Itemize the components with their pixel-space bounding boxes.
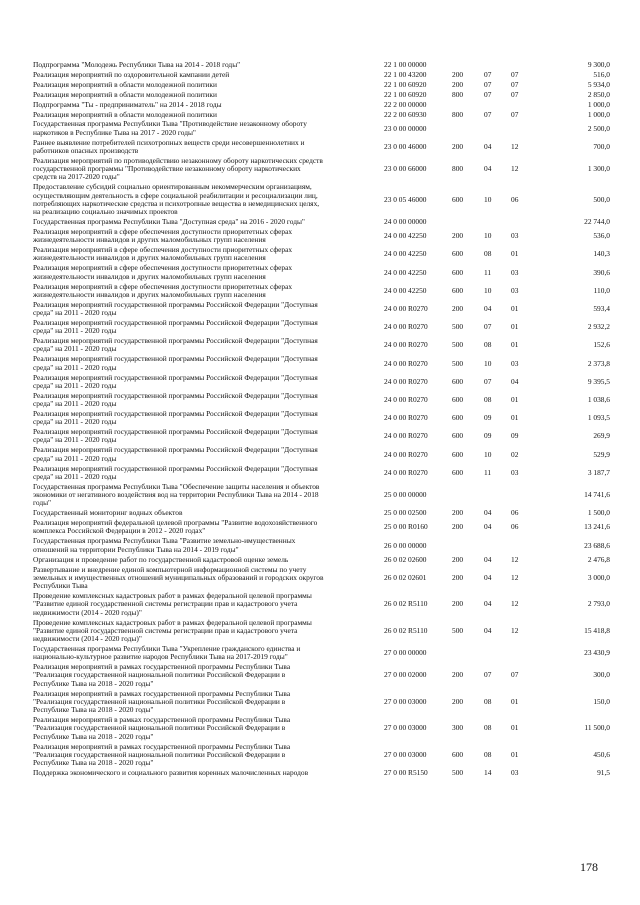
target-article-code: 25 0 00 R0160 (384, 522, 428, 532)
expense-type-code: 200 (452, 231, 464, 241)
budget-item-name: Реализация мероприятий в области молодежной политики (33, 109, 217, 119)
subsection-code: 04 (511, 376, 519, 386)
table-row (0, 769, 640, 777)
expense-type-code: 200 (452, 69, 464, 79)
table-row (0, 264, 640, 281)
amount: 536,0 (593, 231, 610, 241)
subsection-code: 07 (511, 69, 519, 79)
table-row (0, 392, 640, 409)
target-article-code: 24 0 00 42250 (384, 285, 427, 295)
target-article-code: 23 0 00 66000 (384, 164, 427, 174)
target-article-code: 24 0 00 R0270 (384, 449, 428, 459)
budget-item-name: Государственная программа Республики Тыва "Обеспечение защиты населения и объектов экономики от негативного воздействия вод на территории Республики Тыва на 2014 - 2018 годы" (33, 481, 320, 508)
target-article-code: 24 0 00 R0270 (384, 322, 428, 332)
amount: 593,4 (593, 303, 610, 313)
subsection-code: 03 (511, 285, 519, 295)
target-article-code: 24 0 00 R0270 (384, 431, 428, 441)
target-article-code: 24 0 00 00000 (384, 217, 427, 227)
target-article-code: 27 0 00 03000 (384, 696, 427, 706)
table-row (0, 619, 640, 644)
budget-item-name: Государственная программа Республики Тыва "Доступная среда" на 2016 - 2020 годы" (33, 217, 305, 227)
section-code: 07 (484, 79, 492, 89)
expense-type-code: 600 (452, 449, 464, 459)
amount: 150,0 (593, 696, 610, 706)
table-row (0, 319, 640, 336)
expense-type-code: 200 (452, 79, 464, 89)
target-article-code: 26 0 00 00000 (384, 540, 427, 550)
section-code: 11 (484, 467, 492, 477)
amount: 1 000,0 (587, 99, 610, 109)
subsection-code: 07 (511, 670, 519, 680)
budget-item-name: Организация и проведение работ по государственной кадастровой оценке земель (33, 554, 289, 564)
subsection-code: 07 (511, 89, 519, 99)
subsection-code: 07 (511, 109, 519, 119)
budget-item-name: Реализация мероприятий в сфере обеспечения доступности приоритетных сферах жизнедеятельности инвалидов и других маломобильных групп населения (33, 245, 293, 263)
expense-type-code: 600 (452, 194, 464, 204)
expense-type-code: 800 (452, 89, 464, 99)
subsection-code: 06 (511, 194, 519, 204)
target-article-code: 26 0 02 R5110 (384, 625, 428, 635)
subsection-code: 03 (511, 267, 519, 277)
expense-type-code: 600 (452, 285, 464, 295)
target-article-code: 27 0 00 03000 (384, 749, 427, 759)
subsection-code: 03 (511, 467, 519, 477)
section-code: 07 (484, 109, 492, 119)
table-row (0, 337, 640, 354)
budget-item-name: Реализация мероприятий государственной программы Российской Федерации "Доступная среда" на 2011 - 2020 годы (33, 409, 318, 427)
table-row (0, 566, 640, 591)
section-code: 04 (484, 554, 492, 564)
section-code: 11 (484, 267, 492, 277)
amount: 1 000,0 (587, 109, 610, 119)
target-article-code: 22 2 00 60930 (384, 109, 427, 119)
expense-type-code: 300 (452, 723, 464, 733)
subsection-code: 12 (511, 164, 519, 174)
expense-type-code: 200 (452, 141, 464, 151)
budget-item-name: Реализация мероприятий в рамках государственной программы Республики Тыва "Реализация государственной национальной политики Российской Федерации в Республике Тыва на 2018 - 2020 годы" (33, 662, 291, 688)
budget-item-name: Реализация мероприятий в сфере обеспечения доступности приоритетных сферах жизнедеятельности инвалидов и других маломобильных групп населения (33, 281, 293, 299)
section-code: 08 (484, 394, 492, 404)
target-article-code: 26 0 02 02601 (384, 572, 427, 582)
target-article-code: 24 0 00 42250 (384, 231, 427, 241)
table-row (0, 716, 640, 741)
amount: 2 373,8 (587, 358, 610, 368)
target-article-code: 24 0 00 R0270 (384, 340, 428, 350)
table-row (0, 410, 640, 427)
section-code: 04 (484, 572, 492, 582)
subsection-code: 03 (511, 768, 519, 778)
subsection-code: 03 (511, 231, 519, 241)
subsection-code: 01 (511, 696, 519, 706)
table-row (0, 301, 640, 318)
subsection-code: 09 (511, 431, 519, 441)
amount: 110,0 (593, 285, 610, 295)
section-code: 09 (484, 413, 492, 423)
target-article-code: 22 2 00 00000 (384, 99, 427, 109)
budget-item-name: Реализация мероприятий государственной программы Российской Федерации "Доступная среда" на 2011 - 2020 годы (33, 463, 318, 481)
expense-type-code: 200 (452, 508, 464, 518)
target-article-code: 22 1 00 60920 (384, 89, 427, 99)
subsection-code: 01 (511, 394, 519, 404)
budget-item-name: Реализация мероприятий по оздоровительной кампании детей (33, 69, 230, 79)
table-row (0, 374, 640, 391)
table-row (0, 446, 640, 463)
amount: 1 038,6 (587, 394, 610, 404)
amount: 500,0 (593, 194, 610, 204)
expense-type-code: 600 (452, 413, 464, 423)
table-row (0, 537, 640, 554)
subsection-code: 06 (511, 508, 519, 518)
subsection-code: 01 (511, 723, 519, 733)
expense-type-code: 600 (452, 431, 464, 441)
section-code: 07 (484, 89, 492, 99)
budget-item-name: Реализация мероприятий в рамках государственной программы Республики Тыва "Реализация государственной национальной политики Российской Федерации в Республике Тыва на 2018 - 2020 годы" (33, 741, 291, 768)
expense-type-code: 600 (452, 249, 464, 259)
section-code: 04 (484, 141, 492, 151)
amount: 152,6 (593, 340, 610, 350)
amount: 1 300,0 (587, 164, 610, 174)
target-article-code: 24 0 00 R0270 (384, 358, 428, 368)
target-article-code: 24 0 00 R0270 (384, 394, 428, 404)
amount: 700,0 (593, 141, 610, 151)
budget-item-name: Реализация мероприятий в области молодежной политики (33, 89, 217, 99)
table-row (0, 120, 640, 137)
budget-item-name: Реализация мероприятий государственной программы Российской Федерации "Доступная среда" на 2011 - 2020 годы (33, 354, 318, 372)
expense-type-code: 500 (452, 358, 464, 368)
amount: 1 093,5 (587, 413, 610, 423)
target-article-code: 26 0 02 02600 (384, 554, 427, 564)
section-code: 10 (484, 285, 492, 295)
expense-type-code: 600 (452, 749, 464, 759)
budget-item-name: Реализация мероприятий государственной программы Российской Федерации "Доступная среда" на 2011 - 2020 годы (33, 299, 318, 318)
budget-item-name: Реализация мероприятий государственной программы Российской Федерации "Доступная среда" на 2011 - 2020 годы (33, 445, 318, 463)
amount: 2 476,8 (587, 554, 610, 564)
table-row (0, 111, 640, 119)
expense-type-code: 200 (452, 303, 464, 313)
table-row (0, 157, 640, 182)
amount: 300,0 (593, 670, 610, 680)
section-code: 10 (484, 194, 492, 204)
section-code: 07 (484, 322, 492, 332)
budget-item-name: Реализация мероприятий федеральной целевой программы "Развитие водохозяйственного комплекса Российской Федерации в 2012 - 2020 годах" (33, 518, 318, 536)
expense-type-code: 600 (452, 394, 464, 404)
budget-item-name: Государственный мониторинг водных объектов (33, 508, 183, 518)
amount: 516,0 (593, 69, 610, 79)
subsection-code: 12 (511, 625, 519, 635)
table-row (0, 428, 640, 445)
target-article-code: 23 0 00 46000 (384, 141, 427, 151)
target-article-code: 25 0 00 02500 (384, 508, 427, 518)
subsection-code: 12 (511, 599, 519, 609)
section-code: 10 (484, 449, 492, 459)
amount: 2 850,0 (587, 89, 610, 99)
amount: 2 500,0 (587, 123, 610, 133)
expense-type-code: 200 (452, 599, 464, 609)
section-code: 04 (484, 599, 492, 609)
budget-item-name: Реализация мероприятий государственной программы Российской Федерации "Доступная среда" на 2011 - 2020 годы (33, 318, 318, 336)
amount: 529,9 (593, 449, 610, 459)
expense-type-code: 500 (452, 340, 464, 350)
budget-item-name: Государственная программа Республики Тыва "Развитие земельно-имущественных отношений на территории Республики Тыва на 2014 - 2019 годы" (33, 536, 296, 554)
budget-item-name: Предоставление субсидий социально ориентированным некоммерческим организациям, осуществляющим деятельность в сфере социальной реабилитации и ресоциализации лиц, потребляющих наркотические средства и психотропные вещества в немедицинских целях, на реализацию социально значимых проектов (33, 182, 320, 217)
target-article-code: 23 0 05 46000 (384, 194, 427, 204)
amount: 2 932,2 (587, 322, 610, 332)
expense-type-code: 200 (452, 696, 464, 706)
target-article-code: 22 1 00 43200 (384, 69, 427, 79)
target-article-code: 24 0 00 R0270 (384, 467, 428, 477)
table-row (0, 228, 640, 245)
target-article-code: 24 0 00 R0270 (384, 376, 428, 386)
budget-item-name: Проведение комплексных кадастровых работ в рамках федеральной целевой программы "Развитие единой государственной системы регистрации прав и кадастрового учета недвижимости (2014 - 2020 годы)" (33, 591, 312, 617)
table-row (0, 218, 640, 226)
target-article-code: 24 0 00 42250 (384, 249, 427, 259)
target-article-code: 24 0 00 R0270 (384, 303, 428, 313)
budget-item-name: Реализация мероприятий государственной программы Российской Федерации "Доступная среда" на 2011 - 2020 годы (33, 372, 318, 390)
amount: 450,6 (593, 749, 610, 759)
section-code: 10 (484, 231, 492, 241)
budget-item-name: Поддержка экономического и социального развития коренных малочисленных народов (33, 768, 309, 778)
section-code: 10 (484, 358, 492, 368)
table-row (0, 645, 640, 662)
target-article-code: 27 0 00 00000 (384, 648, 427, 658)
expense-type-code: 500 (452, 322, 464, 332)
amount: 9 395,5 (587, 376, 610, 386)
section-code: 04 (484, 508, 492, 518)
subsection-code: 01 (511, 340, 519, 350)
expense-type-code: 800 (452, 109, 464, 119)
subsection-code: 12 (511, 554, 519, 564)
section-code: 08 (484, 249, 492, 259)
budget-item-name: Раннее выявление потребителей психотропных веществ среди несовершеннолетних и работников опасных производств (33, 137, 305, 155)
amount: 13 241,6 (584, 522, 610, 532)
amount: 269,9 (593, 431, 610, 441)
table-row (0, 556, 640, 564)
subsection-code: 12 (511, 141, 519, 151)
expense-type-code: 200 (452, 522, 464, 532)
table-row (0, 91, 640, 99)
section-code: 07 (484, 376, 492, 386)
amount: 23 688,6 (584, 540, 610, 550)
table-row (0, 663, 640, 688)
budget-item-name: Реализация мероприятий в сфере обеспечения доступности приоритетных сферах жизнедеятельности инвалидов и других маломобильных групп населения (33, 263, 293, 281)
section-code: 08 (484, 696, 492, 706)
budget-item-name: Реализация мероприятий в рамках государственной программы Республики Тыва "Реализация государственной национальной политики Российской Федерации в Республике Тыва на 2018 - 2020 годы" (33, 688, 291, 715)
section-code: 14 (484, 768, 492, 778)
table-row (0, 483, 640, 508)
section-code: 04 (484, 164, 492, 174)
budget-item-name: Реализация мероприятий государственной программы Российской Федерации "Доступная среда" на 2011 - 2020 годы (33, 336, 318, 354)
expense-type-code: 600 (452, 467, 464, 477)
subsection-code: 01 (511, 303, 519, 313)
target-article-code: 23 0 00 00000 (384, 123, 427, 133)
budget-item-name: Реализация мероприятий в рамках государственной программы Республики Тыва "Реализация государственной национальной политики Российской Федерации в Республике Тыва на 2018 - 2020 годы" (33, 715, 291, 741)
amount: 140,3 (593, 249, 610, 259)
table-row (0, 71, 640, 79)
section-code: 04 (484, 303, 492, 313)
expense-type-code: 200 (452, 670, 464, 680)
table-row (0, 519, 640, 536)
budget-item-name: Государственная программа Республики Тыва "Противодействие незаконному обороту наркотиков в Республике Тыва на 2017 - 2020 годы" (33, 119, 307, 137)
table-row (0, 61, 640, 69)
target-article-code: 22 1 00 60920 (384, 79, 427, 89)
section-code: 08 (484, 340, 492, 350)
amount: 3 000,0 (587, 572, 610, 582)
subsection-code: 06 (511, 522, 519, 532)
amount: 2 793,0 (587, 599, 610, 609)
section-code: 07 (484, 670, 492, 680)
amount: 5 934,0 (587, 79, 610, 89)
table-row (0, 509, 640, 517)
budget-item-name: Подпрограмма "Молодежь Республики Тыва на 2014 - 2018 годы" (33, 60, 241, 69)
expense-type-code: 200 (452, 554, 464, 564)
section-code: 08 (484, 749, 492, 759)
subsection-code: 03 (511, 358, 519, 368)
expense-type-code: 200 (452, 572, 464, 582)
budget-item-name: Проведение комплексных кадастровых работ в рамках федеральной целевой программы "Развитие единой государственной системы регистрации прав и кадастрового учета недвижимости (2014 - 2020 годы)" (33, 617, 312, 644)
target-article-code: 24 0 00 42250 (384, 267, 427, 277)
table-row (0, 355, 640, 372)
table-row (0, 465, 640, 482)
target-article-code: 26 0 02 R5110 (384, 599, 428, 609)
budget-item-name: Подпрограмма "Ты - предприниматель" на 2014 - 2018 годы (33, 99, 222, 109)
amount: 3 187,7 (587, 467, 610, 477)
amount: 14 741,6 (584, 490, 610, 500)
amount: 1 500,0 (587, 508, 610, 518)
subsection-code: 01 (511, 413, 519, 423)
target-article-code: 27 0 00 R5150 (384, 768, 428, 778)
expense-type-code: 600 (452, 376, 464, 386)
budget-item-name: Государственная программа Республики Тыва "Укрепление гражданского единства и национально-культурное развитие народов Республики Тыва на 2017-2019 годы" (33, 644, 301, 662)
budget-item-name: Реализация мероприятий в области молодежной политики (33, 79, 217, 89)
subsection-code: 01 (511, 249, 519, 259)
section-code: 08 (484, 723, 492, 733)
amount: 22 744,0 (584, 217, 610, 227)
budget-item-name: Реализация мероприятий государственной программы Российской Федерации "Доступная среда" на 2011 - 2020 годы (33, 390, 318, 409)
page-number: 178 (580, 860, 598, 874)
amount: 23 430,9 (584, 648, 610, 658)
table-row (0, 592, 640, 617)
amount: 15 418,8 (584, 625, 610, 635)
target-article-code: 27 0 00 02000 (384, 670, 427, 680)
table-row (0, 743, 640, 768)
section-code: 09 (484, 431, 492, 441)
subsection-code: 02 (511, 449, 519, 459)
amount: 9 300,0 (587, 60, 610, 69)
subsection-code: 07 (511, 79, 519, 89)
budget-item-name: Реализация мероприятий по противодействию незаконному обороту наркотических средств государственной программы "Противодействие незаконному обороту наркотических средств на 2017-2020 годы" (33, 155, 323, 182)
budget-item-name: Реализация мероприятий государственной программы Российской Федерации "Доступная среда" на 2011 - 2020 годы (33, 427, 318, 445)
expense-type-code: 600 (452, 267, 464, 277)
target-article-code: 22 1 00 00000 (384, 60, 427, 69)
table-row (0, 101, 640, 109)
subsection-code: 01 (511, 322, 519, 332)
table-row (0, 81, 640, 89)
budget-item-name: Реализация мероприятий в сфере обеспечения доступности приоритетных сферах жизнедеятельности инвалидов и других маломобильных групп населения (33, 227, 293, 245)
section-code: 07 (484, 69, 492, 79)
budget-item-name: Развертывание и внедрение единой компьютерной информационной системы по учету земельных и имущественных отношений муниципальных образований и городских округов Республики Тыва (33, 564, 324, 591)
subsection-code: 12 (511, 572, 519, 582)
table-row (0, 139, 640, 156)
amount: 390,6 (593, 267, 610, 277)
subsection-code: 01 (511, 749, 519, 759)
section-code: 04 (484, 522, 492, 532)
table-row (0, 283, 640, 300)
expense-type-code: 800 (452, 164, 464, 174)
target-article-code: 27 0 00 03000 (384, 723, 427, 733)
amount: 91,5 (597, 768, 610, 778)
table-row (0, 246, 640, 263)
table-row (0, 690, 640, 715)
target-article-code: 24 0 00 R0270 (384, 413, 428, 423)
expense-type-code: 500 (452, 625, 464, 635)
section-code: 04 (484, 625, 492, 635)
table-row (0, 183, 640, 216)
amount: 11 500,0 (584, 723, 610, 733)
target-article-code: 25 0 00 00000 (384, 490, 427, 500)
expense-type-code: 500 (452, 768, 464, 778)
